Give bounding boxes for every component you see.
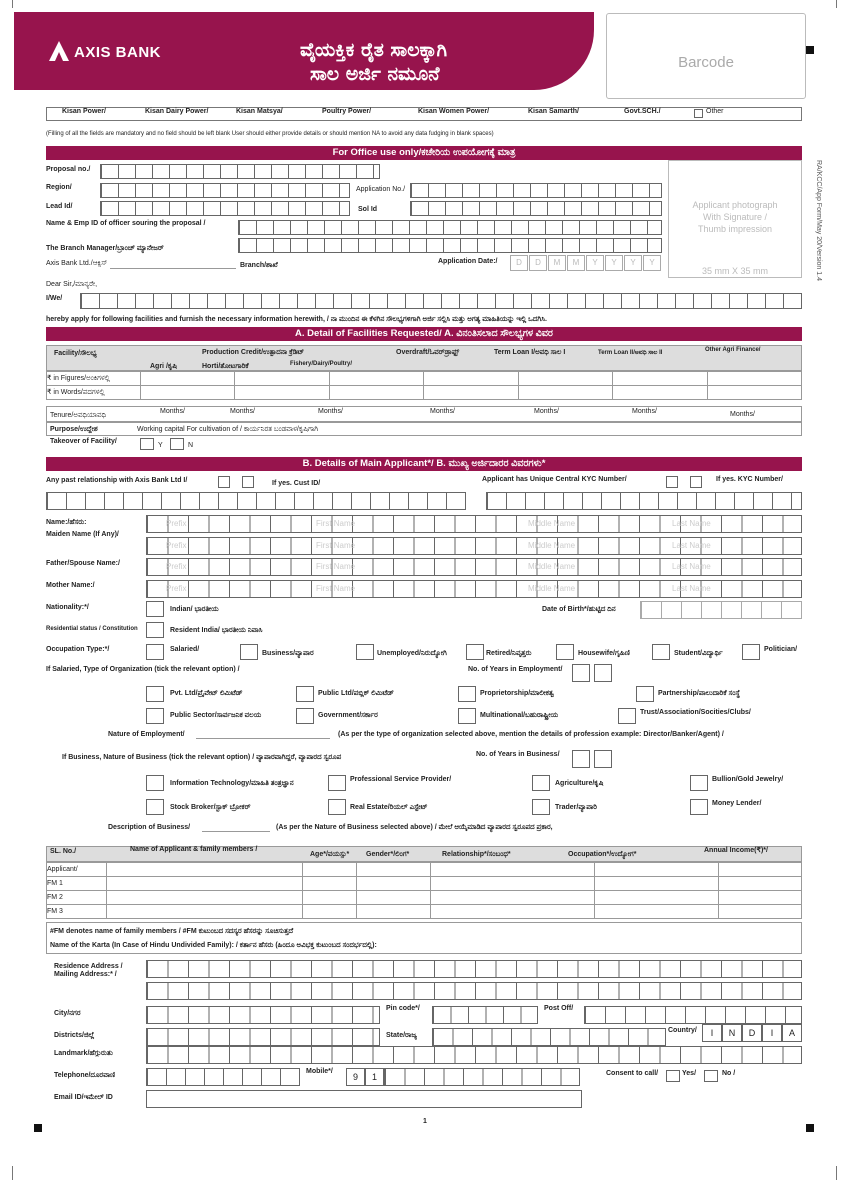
indian-label: Indian/ ಭಾರತೀಯ [170,606,219,613]
bullion-label: Bullion/Gold Jewelry/ [712,776,784,783]
row-figures: ₹ in Figures/ಅಂಕಿಗಳಲ್ಲಿ [47,375,110,382]
tenure-months: Months/ [160,408,185,415]
purpose-row[interactable] [46,422,802,436]
telephone-label: Telephone/ದೂರವಾಣಿ [54,1072,116,1079]
emp-label: Name & Emp ID of officer souring the proposal / [46,220,206,227]
years-business-label: No. of Years in Business/ [476,751,560,758]
psu-checkbox[interactable] [146,708,164,724]
politician-checkbox[interactable] [742,644,760,660]
maiden-label: Maiden Name (If Any)/ [46,531,119,538]
fam-h-relation: Relationship*/ಸಂಬಂಧ* [442,851,511,858]
agri-checkbox[interactable] [532,775,550,791]
desc-label: Description of Business/ [108,824,191,831]
h-horti: Horti/ತೋಟಗಾರಿಕೆ [202,363,249,370]
salaried-label: Salaried/ [170,646,200,653]
state-label: State/ರಾಜ್ಯ [386,1032,417,1039]
if-business-label: If Business, Nature of Business (tick the relevant option) / ವ್ಯಾಪಾರವಾಗಿದ್ದರೆ, ವ್ಯಾಪಾರದ ಸ್ವರೂಪ [62,754,342,761]
business-label: Business/ವ್ಯಾಪಾರ [262,650,314,657]
karta-row[interactable] [46,922,802,954]
prop-checkbox[interactable] [458,686,476,702]
retired-label: Retired/ನಿವೃತ್ತರು [486,650,532,657]
takeover-n[interactable] [170,438,184,450]
date-y1[interactable]: Y [586,255,604,271]
landmark-boxes[interactable] [146,1046,802,1064]
bank-name: AXIS BANK [74,44,162,61]
sol-label: Sol Id [358,206,378,213]
it-checkbox[interactable] [146,775,164,791]
h-other-agri: Other Agri Finance/ [705,347,761,353]
country-c5[interactable]: A [782,1024,802,1042]
karta-label: Name of the Karta (In Case of Hindu Undivided Family): / ಕರ್ತಾನ ಹೆಸರು (ಹಿಂದೂ ಅವಿಭಕ್ತ ಕುಟುಂಬದ ಸಂದರ್ಭದಲ್ಲಿ): [50,942,377,949]
scheme-samarth[interactable]: Kisan Samarth/ [528,108,579,115]
kyc-label: Applicant has Unique Central KYC Number/ [482,476,627,483]
past-relationship: Any past relationship with Axis Bank Ltd I/ [46,477,188,484]
desc-line[interactable] [202,831,270,832]
middle-hint: Middle Name [528,541,576,550]
purpose-label: Purpose/ಉದ್ದೇಶ [50,426,98,433]
mother-label: Mother Name:/ [46,582,95,589]
row-tenure: Tenure/ಅವಧಿಯಾವಧಿ [50,412,106,419]
city-boxes[interactable] [146,1006,380,1024]
date-m1[interactable]: M [548,255,566,271]
politician-label: Politician/ [764,646,798,653]
axis-logo-icon [48,40,70,62]
scheme-kisan-power[interactable]: Kisan Power/ [62,108,106,115]
fam-row-fm2: FM 2 [47,894,63,901]
occupation-label: Occupation Type:*/ [46,646,110,653]
country-c1[interactable]: I [702,1024,722,1042]
unemployed-label: Unemployed/ನಿರುದ್ಯೋಗಿ [377,650,447,657]
father-label: Father/Spouse Name:/ [46,560,120,567]
h-overdraft: Overdraft/ಓವರ್‌ಡ್ರಾಫ್ಟ್ [396,349,460,356]
middle-hint: Middle Name [528,562,576,571]
last-hint: Last Name [672,562,711,571]
hereby-text: hereby apply for following facilities and furnish the necessary information herewith, / ನಾ ಮುಂದಿನ ಈ ಕೆಳಗಿನ ಸೌಲಭ್ಯಗಳಿಗಾಗಿ ಅರ್ಜಿ ಸಲ್ಲಿಸಿ ಮತ್ತು ಅಗತ್ಯ ಮಾಹಿತಿಯನ್ನು ಇಲ್ಲಿ ಒದಗಿಸಿ. [46,316,547,323]
realestate-label: Real Estate/ರಿಯಲ್ ಎಸ್ಟೇಟ್ [350,804,428,811]
psp-checkbox[interactable] [328,775,346,791]
last-hint: Last Name [672,584,711,593]
bank-ltd-line[interactable] [110,268,236,269]
years-business-box[interactable] [572,750,590,768]
crop-mark [806,46,814,54]
crop-tick [836,1166,837,1180]
past-y[interactable] [218,476,230,488]
mnc-label: Multinational/ಬಹುರಾಷ್ಟ್ರೀಯ [480,712,559,719]
proposal-label: Proposal no./ [46,166,91,173]
consent-no[interactable] [704,1070,718,1082]
emp-boxes[interactable] [238,220,662,235]
partnership-label: Partnership/ಪಾಲುದಾರಿಕೆ ಸಂಸ್ಥೆ [658,690,741,697]
fam-h-occupation: Occupation*/ಉದ್ಯೋಗ* [568,851,637,858]
country-c3[interactable]: D [742,1024,762,1042]
prefix-hint: Prefix [166,519,187,528]
address-row-1[interactable] [146,960,802,978]
fam-row-applicant: Applicant/ [47,866,78,873]
first-hint: First Name [316,541,356,550]
tenure-months: Months/ [230,408,255,415]
crop-tick [836,0,837,8]
tenure-months: Months/ [430,408,455,415]
money-lender-label: Money Lender/ [712,800,762,807]
app-no-label: Application No./ [356,186,406,193]
state-boxes[interactable] [432,1028,666,1046]
tenure-months: Months/ [318,408,343,415]
psp-label: Professional Service Provider/ [350,776,452,783]
fam-h-age: Age*/ವಯಸ್ಸು* [310,851,350,858]
trust-checkbox[interactable] [618,708,636,724]
app-date-label: Application Date:/ [438,258,498,265]
last-hint: Last Name [672,519,711,528]
mobile-boxes[interactable] [384,1068,580,1086]
scheme-dairy[interactable]: Kisan Dairy Power/ [145,108,209,115]
fam-row-fm3: FM 3 [47,908,63,915]
business-checkbox[interactable] [240,644,258,660]
tenure-months: Months/ [632,408,657,415]
mobile-prefix-2[interactable]: 1 [365,1068,384,1086]
h-agri: Agri /ಕೃಷಿ [150,363,178,370]
cust-id-label: If yes. Cust ID/ [272,480,321,487]
desc-note: (As per the Nature of Business selected above) / ಮೇಲೆ ಆಯ್ಕೆಮಾಡಿದ ವ್ಯಾಪಾರದ ಸ್ವರೂಪದ ಪ್ರಕಾರ, [276,824,553,831]
address-row-2[interactable] [146,982,802,1000]
district-boxes[interactable] [146,1028,380,1046]
scheme-govt[interactable]: Govt.SCH./ [624,108,661,115]
city-label: City/ನಗರ [54,1010,81,1017]
takeover-n-label: N [188,442,194,449]
trader-label: Trader/ವ್ಯಾಪಾರಿ [555,804,597,811]
date-d2[interactable]: D [529,255,547,271]
dob-boxes[interactable] [640,601,802,619]
h-facility: Facility/ಸೌಲಭ್ಯ [54,350,97,357]
pvt-checkbox[interactable] [146,686,164,702]
takeover-y[interactable] [140,438,154,450]
date-y2[interactable]: Y [605,255,623,271]
nature-employment-label: Nature of Employment/ [108,731,185,738]
last-hint: Last Name [672,541,711,550]
lead-label: Lead Id/ [46,203,73,210]
dob-label: Date of Birth*/ಹುಟ್ಟಿದ ದಿನ [542,606,616,613]
resident-label: Resident India/ ಭಾರತೀಯ ನಿವಾಸಿ [170,627,263,634]
post-label: Post Off/ [544,1005,574,1012]
section-a-bar: A. Detail of Facilities Requested/ A. ವಿನಂತಿಸಲಾದ ಸೌಲಭ್ಯಗಳ ವಿವರ [46,327,802,341]
date-y4[interactable]: Y [643,255,661,271]
iwe-label: I/We/ [46,295,63,302]
public-checkbox[interactable] [296,686,314,702]
kyc-number-label: If yes. KYC Number/ [716,476,783,483]
first-hint: First Name [316,519,356,528]
email-input[interactable] [146,1090,582,1108]
first-hint: First Name [316,584,356,593]
realestate-checkbox[interactable] [328,799,346,815]
trader-checkbox[interactable] [532,799,550,815]
h-term-loan-2: Term Loan II/ಅವಧಿ ಸಾಲ II [598,350,663,356]
trust-label: Trust/Association/Socities/Clubs/ [640,709,751,716]
telephone-boxes[interactable] [146,1068,300,1086]
middle-hint: Middle Name [528,584,576,593]
student-label: Student/ವಿದ್ಯಾರ್ಥಿ [674,650,723,657]
purpose-value: Working capital For cultivation of / ಕಾರ್ಯನಿರತ ಬಂಡವಾಳ/ಕೃಷಿಗಾಗಿ [137,426,319,433]
crop-mark [34,1124,42,1132]
stock-checkbox[interactable] [146,799,164,815]
indian-checkbox[interactable] [146,601,164,617]
takeover-y-label: Y [158,442,163,449]
facility-table [46,371,802,400]
crop-tick [12,1166,13,1180]
page-number: 1 [423,1118,427,1125]
name-label: Name:/ಹೆಸರು: [46,519,87,526]
h-fishery: Fishery/Dairy/Poultry/ [290,361,353,367]
prefix-hint: Prefix [166,562,187,571]
prop-label: Proprietorship/ಮಾಲೀಕತ್ವ [480,690,554,697]
money-lender-checkbox[interactable] [690,799,708,815]
h-production: Production Credit/ಉತ್ಪಾದನಾ ಕ್ರೆಡಿಟ್ [202,349,305,356]
govt-label: Government/ಸರ್ಕಾರ [318,712,378,719]
scheme-other[interactable]: Other [706,108,724,115]
pin-boxes[interactable] [432,1006,538,1024]
region-label: Region/ [46,184,72,191]
consent-no-label: No / [722,1070,736,1077]
pvt-label: Pvt. Ltd/ಪ್ರೈವೇಟ್ ಲಿಮಿಟೆಡ್ [170,690,243,697]
fam-h-sl: SL. No./ [50,848,77,855]
years-employment-label: No. of Years in Employment/ [468,666,563,673]
country-c2[interactable]: N [722,1024,742,1042]
cust-id-boxes[interactable] [46,492,466,510]
landmark-label: Landmark/ಹೆಗ್ಗುರುತು [54,1050,113,1057]
version-text: RA/KCC/App Form/May 20/Version 1.4 [815,160,822,281]
housewife-checkbox[interactable] [556,644,574,660]
scheme-women[interactable]: Kisan Women Power/ [418,108,490,115]
nature-note: (As per the type of organization selected above, mention the details of profession example: Director/Banker/Agent) / [338,731,724,738]
dear-sir: Dear Sir,/ಮಾನ್ಯರೇ, [46,281,98,288]
scheme-poultry[interactable]: Poultry Power/ [322,108,372,115]
student-checkbox[interactable] [652,644,670,660]
govt-checkbox[interactable] [296,708,314,724]
date-d1[interactable]: D [510,255,528,271]
consent-yes-label: Yes/ [682,1070,697,1077]
prefix-hint: Prefix [166,541,187,550]
crop-tick [12,0,13,8]
fam-h-income: Annual Income(₹)*/ [704,847,768,854]
bm-label: The Branch Manager/ಬ್ರಾಂಚ್ ಮ್ಯಾನೇಜರ್ [46,245,164,252]
it-label: Information Technology/ಮಾಹಿತಿ ತಂತ್ರಜ್ಞಾನ [170,780,294,787]
post-boxes[interactable] [584,1006,802,1024]
barcode-box: Barcode [606,13,806,99]
bullion-checkbox[interactable] [690,775,708,791]
mnc-checkbox[interactable] [458,708,476,724]
date-m2[interactable]: M [567,255,585,271]
h-term-loan-1: Term Loan I/ಅವಧಿ ಸಾಲ I [494,349,566,356]
retired-checkbox[interactable] [466,644,484,660]
kyc-y[interactable] [666,476,678,488]
proposal-boxes[interactable] [100,164,380,179]
years-business-box[interactable] [594,750,612,768]
tenure-months: Months/ [534,408,559,415]
first-hint: First Name [316,562,356,571]
photo-box[interactable]: Applicant photograph With Signature / Thumb impression 35 mm X 35 mm [668,160,802,278]
consent-yes[interactable] [666,1070,680,1082]
country-c4[interactable]: I [762,1024,782,1042]
app-no-boxes[interactable] [410,183,662,198]
fam-h-gender: Gender*/ಲಿಂಗ* [366,851,410,858]
sol-boxes[interactable] [410,201,662,216]
prefix-hint: Prefix [166,584,187,593]
tenure-months: Months/ [730,411,755,418]
office-use-bar: For Office use only/ಕಚೇರಿಯ ಉಪಯೋಗಕ್ಕೆ ಮಾತ್ರ [46,146,802,160]
row-words: ₹ in Words/ಪದಗಳಲ್ಲಿ [47,389,105,396]
pin-label: Pin code*/ [386,1005,420,1012]
middle-hint: Middle Name [528,519,576,528]
fam-h-name: Name of Applicant & family members / [130,846,258,853]
nature-employment-line[interactable] [196,738,330,739]
nationality-label: Nationality:*/ [46,604,89,611]
years-employment-box[interactable] [572,664,590,682]
district-label: Districts/ಜಿಲ್ಲೆ [54,1032,95,1039]
if-salaried-label: If Salaried, Type of Organization (tick the relevant option) / [46,666,240,673]
stock-label: Stock Broker/ಸ್ಟಾಕ್ ಬ್ರೋಕರ್ [170,804,251,811]
partnership-checkbox[interactable] [636,686,654,702]
country-label: Country/ [668,1027,697,1034]
fm-note: #FM denotes name of family members / #FM ಕುಟುಂಬದ ಸದಸ್ಯರ ಹೆಸರನ್ನು ಸೂಚಿಸುತ್ತದೆ [50,928,294,935]
bm-boxes[interactable] [238,238,662,253]
unemployed-checkbox[interactable] [356,644,374,660]
psu-label: Public Sector/ಸಾರ್ವಜನಿಕ ವಲಯ [170,712,262,719]
salaried-checkbox[interactable] [146,644,164,660]
housewife-label: Housewife/ಗೃಹಿಣಿ [578,650,630,657]
kyc-boxes[interactable] [486,492,802,510]
past-n[interactable] [242,476,254,488]
res-status-label: Residential status / Constitution [46,626,138,632]
years-employment-box[interactable] [594,664,612,682]
instructions: (Filling of all the fields are mandatory and no field should be left blank User should either provide details or should mention NA to avoid any data fudging in blank spaces) [46,131,494,137]
email-label: Email ID/ಇಮೇಲ್ ID [54,1094,113,1101]
mobile-label: Mobile*/ [306,1068,333,1075]
family-table[interactable] [46,862,802,919]
public-label: Public Ltd/ಪಬ್ಲಿಕ್ ಲಿಮಿಟೆಡ್ [318,690,394,697]
lead-boxes[interactable] [100,201,350,216]
fam-row-fm1: FM 1 [47,880,63,887]
kyc-n[interactable] [690,476,702,488]
mobile-prefix-1[interactable]: 9 [346,1068,365,1086]
agri-label: Agriculture/ಕೃಷಿ [555,780,604,787]
region-boxes[interactable] [100,183,350,198]
scheme-other-checkbox[interactable] [694,109,703,118]
scheme-matsya[interactable]: Kisan Matsya/ [236,108,283,115]
consent-label: Consent to call/ [606,1070,659,1077]
iwe-boxes[interactable] [80,293,802,309]
resident-checkbox[interactable] [146,622,164,638]
form-title: ವೈಯಕ್ತಿಕ ರೈತ ಸಾಲಕ್ಕಾಗಿ ಸಾಲ ಅರ್ಜಿ ನಮೂನೆ [300,39,447,85]
date-y3[interactable]: Y [624,255,642,271]
res-address-label: Residence Address / Mailing Address:* / [54,963,123,978]
section-b-bar: B. Details of Main Applicant*/ B. ಮುಖ್ಯ ಅರ್ಜಿದಾರರ ವಿವರಗಳು* [46,457,802,471]
takeover-label: Takeover of Facility/ [50,438,117,445]
bank-ltd-label: Axis Bank Ltd./ಆಕ್ಸಿಸ್ [46,260,108,267]
crop-mark [806,1124,814,1132]
branch-label: Branch/ಶಾಖೆ [240,262,278,269]
